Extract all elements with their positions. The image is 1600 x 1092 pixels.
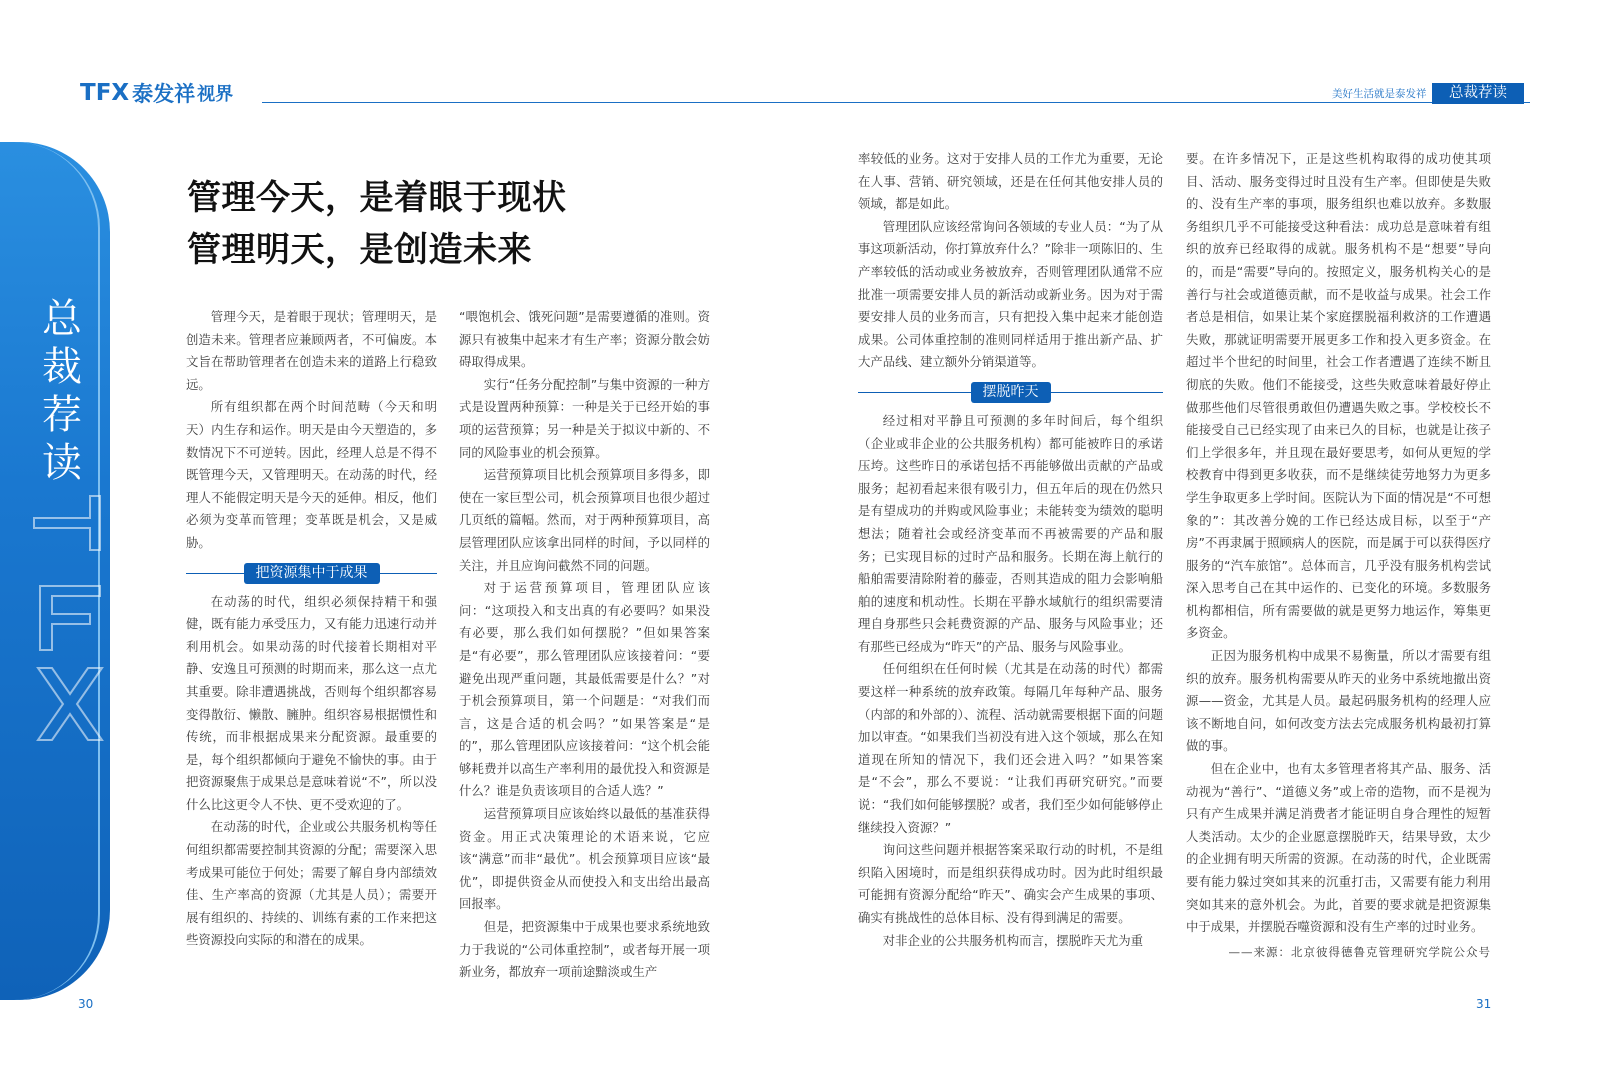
paragraph: 所有组织都在两个时间范畴（今天和明天）内生存和运作。明天是由今天塑造的，多数情况下不可逆转。因此，经理人总是不得不既管理今天，又管理明天。在动荡的时代，经理人不能假定明天是今天的延伸。相反，他们必须为变革而管理；变革既是机会，又是威胁。 [186, 399, 437, 550]
side-tab-title [38, 295, 86, 487]
page-number-left: 30 [78, 997, 94, 1011]
article-title-line1: 管理今天，是着眼于现状 [187, 178, 567, 218]
article-column-1 [186, 306, 437, 952]
brand-logo [80, 80, 233, 106]
paragraph: 运营预算项目应该始终以最低的基准获得资金。用正式决策理论的术语来说，它应该“满意”而非“最优”。机会预算项目应该“最优”，即提供资金从而使投入和支出给出最高回报率。 [459, 806, 710, 912]
header-rule [262, 102, 1530, 103]
subheading-yesterday [858, 382, 1163, 404]
subheading-label: 把资源集中于成果 [244, 563, 380, 584]
paragraph: 在动荡的时代，企业或公共服务机构等任何组织都需要控制其资源的分配；需要深入思考成果可能位于何处；需要了解自身内部绩效佳、生产率高的资源（尤其是人员）；需要开展有组织的、持续的、训练有素的工作来把这些资源投向实际的和潜在的成果。 [186, 819, 437, 948]
paragraph: 率较低的业务。这对于安排人员的工作尤为重要，无论在人事、营销、研究领域，还是在任何其他安排人员的领域，都是如此。 [858, 151, 1163, 212]
paragraph: 但在企业中，也有太多管理者将其产品、服务、活动视为“善行”、“道德义务”或上帝的造物，而不是视为只有产生成果并满足消费者才能证明自身合理性的短暂人类活动。太少的企业愿意摆脱昨天，结果导致，太少的企业拥有明天所需的资源。在动荡的时代，企业既需要有能力躲过突如其来的沉重打击，又需要有能力利用突如其来的意外机会。为此，首要的要求就是把资源集中于成果，并摆脱吞噬资源和没有生产率的过时业务。 [1186, 761, 1491, 935]
paragraph: 任何组织在任何时候（尤其是在动荡的时代）都需要这样一种系统的放弃政策。每隔几年每种产品、服务（内部的和外部的）、流程、活动就需要根据下面的问题加以审查。“如果我们当初没有进入这个领域，那么在知道现在所知的情况下，我们还会进入吗？”如果答案是“不会”，那么不要说：“让我们再研究研究。”而要说：“我们如何能够摆脱？或者，我们至少如何能够停止继续投入资源？” [858, 661, 1163, 835]
paragraph: 在动荡的时代，组织必须保持精干和强健，既有能力承受压力，又有能力迅速行动并利用机会。如果动荡的时代接着长期相对平静、安逸且可预测的时期而来，那么这一点尤其重要。除非遭遇挑战，否则每个组织都容易变得散衍、懒散、臃肿。组织容易根据惯性和传统，而非根据成果来分配资源。最重要的是，每个组织都倾向于避免不愉快的事。由于把资源聚焦于成果总是意味着说“不”，所以没什么比这更令人不快、更不受欢迎的了。 [186, 593, 437, 812]
logo-sub-name: 视界 [197, 84, 234, 105]
article-column-4 [1186, 148, 1491, 963]
section-tag: 总裁荐读 [1432, 83, 1524, 104]
side-tab-char: 裁 [42, 344, 82, 390]
paragraph: 询问这些问题并根据答案采取行动的时机，不是组织陷入困境时，而是组织获得成功时。因为此时组织最可能拥有资源分配给“昨天”、确实会产生成果的事项、确实有挑战性的总体目标、没有得到满足的需要。 [858, 842, 1163, 925]
paragraph: 正因为服务机构中成果不易衡量，所以才需要有组织的放弃。服务机构需要从昨天的业务中系统地撤出资源——资金，尤其是人员。最起码服务机构的经理人应该不断地自问，如何改变方法去完成服务机构最初打算做的事。 [1186, 648, 1491, 754]
paragraph: “喂饱机会、饿死问题”是需要遵循的准则。资源只有被集中起来才有生产率；资源分散会妨碍取得成果。 [459, 309, 710, 370]
paragraph: 要。在许多情况下，正是这些机构取得的成功使其项目、活动、服务变得过时且没有生产率。但即使是失败的、没有生产率的事项，服务组织也难以放弃。多数服务组织几乎不可能接受这种看法：成功总是意味着有组织的放弃已经取得的成就。服务机构不是“想要”导向的，而是“需要”导向的。按照定义，服务机构关心的是善行与社会或道德贡献，而不是收益与成果。社会工作者总是相信，如果让某个家庭摆脱福利救济的工作遭遇失败，那就证明需要开展更多工作和投入更多资金。在超过半个世纪的时间里，社会工作者遭遇了连续不断且彻底的失败。他们不能接受，这些失败意味着最好停止做那些他们尽管很勇敢但仍遭遇失败之事。学校校长不能接受自己已经实现了由来已久的目标，也就是让孩子们上学很多年，并且现在最好要思考，如何从更短的学校教育中得到更多收获，而不是继续徒劳地努力为更多学生争取更多上学时间。医院认为下面的情况是“不可想象的”：其改善分娩的工作已经达成目标，以至于“产房”不再隶属于照顾病人的医院，而是属于可以获得医疗服务的“汽车旅馆”。总体而言，几乎没有服务机构尝试深入思考自己在其中运作的、已变化的环境。多数服务机构都相信，所有需要做的就是更努力地运作，筹集更多资金。 [1186, 151, 1491, 641]
paragraph: 但是，把资源集中于成果也要求系统地致力于我说的“公司体重控制”，或者每开展一项新业务，都放弃一项前途黯淡或生产 [459, 919, 710, 980]
header-slogan: 美好生活就是泰发祥 [1332, 88, 1427, 100]
side-tab-char: 总 [42, 296, 82, 342]
paragraph: 实行“任务分配控制”与集中资源的一种方式是设置两种预算：一种是关于已经开始的事项的运营预算；另一种是关于拟议中新的、不同的风险事业的机会预算。 [459, 376, 710, 460]
side-tab-char: 读 [42, 440, 82, 486]
article-source: ——来源：北京彼得德鲁克管理研究学院公众号 [1228, 944, 1491, 959]
article-column-2 [459, 306, 710, 984]
article-column-3 [858, 148, 1163, 952]
side-tab-char: 荐 [42, 392, 82, 438]
paragraph: 经过相对平静且可预测的多年时间后，每个组织（企业或非企业的公共服务机构）都可能被昨日的承诺压垮。这些昨日的承诺包括不再能够做出贡献的产品或服务；起初看起来很有吸引力，但五年后的现在仍然只是有望成功的并购或风险事业；未能转变为绩效的聪明想法；随着社会或经济变革而不再被需要的产品和服务；已实现目标的过时产品和服务。长期在海上航行的船舶需要清除附着的藤壶，否则其造成的阻力会影响船舶的速度和机动性。长期在平静水域航行的组织需要清理自身那些只会耗费资源的产品、服务与风险事业；还有那些已经成为“昨天”的产品、服务与风险事业。 [858, 412, 1163, 654]
page-number-right: 31 [1476, 997, 1492, 1011]
article-title-line2: 管理明天，是创造未来 [187, 230, 532, 270]
paragraph: 对非企业的公共服务机构而言，摆脱昨天尤为重 [882, 932, 1143, 948]
article-title [187, 172, 567, 276]
paragraph: 管理今天，是着眼于现状；管理明天，是创造未来。管理者应兼顾两者，不可偏废。本文旨在帮助管理者在创造未来的道路上行稳致远。 [186, 309, 437, 392]
logo-brand-name: 泰发祥 [132, 82, 196, 106]
paragraph: 管理团队应该经常询问各领域的专业人员：“为了从事这项新活动，你打算放弃什么？”除非一项陈旧的、生产率较低的活动或业务被放弃，否则管理团队通常不应批准一项需要安排人员的新活动或新业务。因为对于需要安排人员的业务而言，只有把投入集中起来才能创造成果。公司体重控制的准则同样适用于推出新产品、扩大产品线、建立额外分销渠道等。 [858, 218, 1163, 370]
subheading-label: 摆脱昨天 [971, 382, 1051, 403]
paragraph: 对于运营预算项目，管理团队应该问：“这项投入和支出真的有必要吗？如果没有必要，那么我们如何摆脱？”但如果答案是“有必要”，那么管理团队应该接着问：“要避免出现严重问题，其最低需要是什么？”对于机会预算项目，第一个问题是：“对我们而言，这是合适的机会吗？”如果答案是“是的”，那么管理团队应该接着问：“这个机会能够耗费并以高生产率利用的最优投入和资源是什么？谁是负责该项目的合适人选？” [459, 580, 710, 799]
paragraph: 运营预算项目比机会预算项目多得多，即使在一家巨型公司，机会预算项目也很少超过几页纸的篇幅。然而，对于两种预算项目，高层管理团队应该拿出同样的时间，予以同样的关注，并且应询问截然不同的问题。 [459, 467, 710, 573]
logo-tfx-text: TFX [80, 80, 130, 106]
side-watermark-logo [30, 490, 105, 750]
subheading-resources [186, 563, 437, 585]
